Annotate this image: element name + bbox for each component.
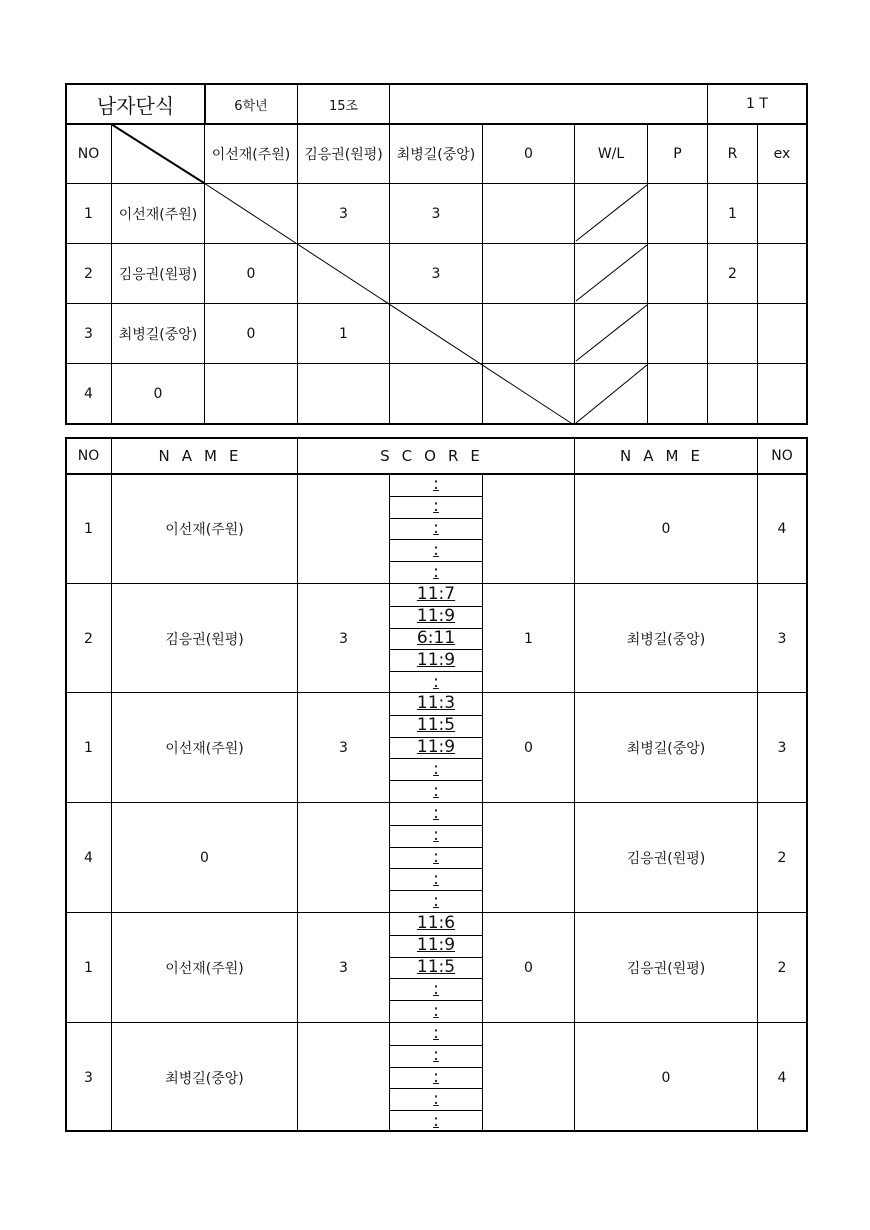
match-name-left: 이선재(주원) bbox=[165, 521, 244, 538]
set-score: : bbox=[433, 1088, 439, 1109]
set-score: 11:5 bbox=[416, 715, 456, 736]
col-header-r: R bbox=[727, 145, 738, 162]
col-header-player: 이선재(주원) bbox=[211, 146, 291, 163]
matrix-row-no: 1 bbox=[84, 205, 93, 222]
header-score: SCORE bbox=[380, 447, 492, 465]
set-score: : bbox=[433, 846, 439, 867]
match-no-right: 4 bbox=[777, 520, 787, 537]
matrix-row-no: 4 bbox=[84, 386, 93, 402]
match-name-left: 이선재(주원) bbox=[165, 740, 244, 757]
match-no-right: 2 bbox=[777, 959, 787, 976]
matrix-score: 0 bbox=[246, 325, 256, 342]
matrix-rank: 2 bbox=[728, 265, 737, 282]
set-score: : bbox=[433, 1023, 439, 1044]
col-header-no: NO bbox=[77, 145, 100, 162]
match-sets-right bbox=[483, 474, 574, 583]
matrix-row-no: 2 bbox=[84, 265, 93, 282]
col-header-ex: ex bbox=[773, 145, 791, 162]
set-score: : bbox=[433, 803, 439, 824]
set-score: 11:5 bbox=[416, 956, 456, 977]
event-title: 남자단식 bbox=[96, 93, 175, 118]
set-score: : bbox=[433, 561, 439, 582]
set-score: : bbox=[433, 868, 439, 889]
match-no-left: 1 bbox=[84, 739, 93, 756]
col-header-player: 김응권(원평) bbox=[304, 146, 383, 163]
match-sets-left bbox=[298, 803, 389, 912]
match-no-left: 1 bbox=[84, 959, 93, 976]
col-header-p: P bbox=[673, 145, 682, 162]
set-score: : bbox=[433, 825, 439, 846]
matrix-row-name: 0 bbox=[153, 386, 163, 402]
match-no-right: 3 bbox=[777, 739, 787, 756]
match-sets-left: 3 bbox=[339, 739, 348, 756]
set-score: 6:11 bbox=[416, 627, 456, 648]
set-score: 11:7 bbox=[416, 584, 456, 605]
set-score: 11:9 bbox=[416, 606, 456, 627]
set-score: : bbox=[433, 758, 439, 779]
matrix-row-no: 3 bbox=[84, 325, 93, 342]
matrix-score: 0 bbox=[246, 265, 256, 282]
matrix-score: 3 bbox=[339, 205, 348, 222]
match-no-left: 1 bbox=[84, 520, 93, 537]
col-header-wl: W/L bbox=[597, 145, 625, 162]
set-score: 11:9 bbox=[416, 649, 456, 670]
set-score: : bbox=[433, 1066, 439, 1087]
match-no-left: 2 bbox=[84, 630, 93, 647]
set-score: : bbox=[433, 496, 439, 517]
set-score: : bbox=[433, 517, 439, 538]
set-score: : bbox=[433, 1045, 439, 1066]
matrix-rank: 1 bbox=[728, 205, 737, 222]
match-sets-right bbox=[483, 1023, 574, 1132]
match-no-right: 2 bbox=[777, 849, 787, 866]
match-name-right: 0 bbox=[661, 520, 671, 537]
match-name-left: 김응권(원평) bbox=[165, 631, 244, 648]
set-score: : bbox=[433, 1110, 439, 1131]
header-no-right: NO bbox=[771, 448, 793, 464]
group-label: 15조 bbox=[328, 98, 359, 114]
match-no-right: 4 bbox=[777, 1069, 787, 1086]
set-score: : bbox=[433, 780, 439, 801]
match-name-right: 김응권(원평) bbox=[626, 960, 706, 977]
col-header-player: 최병길(중앙) bbox=[396, 146, 476, 163]
match-name-right: 0 bbox=[661, 1069, 671, 1086]
matrix-row-name: 이선재(주원) bbox=[118, 206, 198, 223]
header-no-left: NO bbox=[77, 448, 100, 464]
set-score: : bbox=[433, 671, 439, 692]
match-no-left: 3 bbox=[84, 1069, 93, 1086]
set-score: : bbox=[433, 539, 439, 560]
set-score: 11:3 bbox=[416, 693, 456, 714]
match-sets-right bbox=[483, 803, 574, 912]
matrix-score: 3 bbox=[431, 205, 441, 222]
matrix-row-name: 최병길(중앙) bbox=[118, 326, 198, 343]
match-sets-left bbox=[298, 474, 389, 583]
round-label: 1 T bbox=[746, 96, 768, 112]
match-name-right: 김응권(원평) bbox=[626, 850, 706, 867]
set-score: : bbox=[433, 978, 439, 999]
header-name-right: NAME bbox=[620, 447, 712, 465]
match-name-left: 최병길(중앙) bbox=[165, 1070, 244, 1087]
matrix-row-name: 김응권(원평) bbox=[118, 266, 198, 283]
match-name-left: 이선재(주원) bbox=[165, 960, 244, 977]
grade-label: 6학년 bbox=[234, 98, 268, 114]
match-name-right: 최병길(중앙) bbox=[626, 631, 706, 648]
match-name-left: 0 bbox=[200, 849, 209, 866]
match-sets-left: 3 bbox=[339, 959, 348, 976]
matrix-score: 3 bbox=[431, 265, 441, 282]
set-score: 11:9 bbox=[416, 935, 456, 956]
match-name-right: 최병길(중앙) bbox=[626, 740, 706, 757]
matrix-score: 1 bbox=[339, 325, 348, 342]
set-score: : bbox=[433, 890, 439, 911]
set-score: : bbox=[433, 474, 439, 495]
match-sets-right: 0 bbox=[524, 959, 533, 976]
col-header-player: 0 bbox=[524, 145, 533, 162]
match-sets-left: 3 bbox=[339, 630, 348, 647]
set-score: 11:9 bbox=[416, 736, 456, 757]
set-score: : bbox=[433, 1000, 439, 1021]
match-sets-left bbox=[298, 1023, 389, 1132]
match-no-left: 4 bbox=[84, 849, 93, 866]
match-no-right: 3 bbox=[777, 630, 787, 647]
match-sets-right: 0 bbox=[524, 739, 533, 756]
header-name-left: NAME bbox=[158, 447, 251, 465]
set-score: 11:6 bbox=[416, 913, 456, 934]
match-sets-right: 1 bbox=[524, 630, 533, 647]
